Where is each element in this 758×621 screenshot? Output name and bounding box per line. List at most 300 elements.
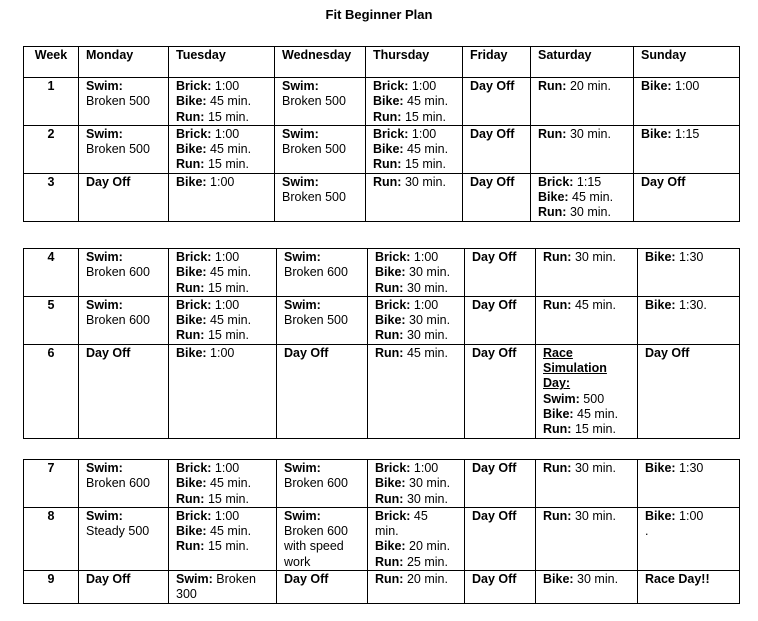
cell-line <box>86 476 161 491</box>
activity-label: Day Off <box>470 174 515 189</box>
cell-line <box>543 376 630 391</box>
cell-line <box>176 157 267 172</box>
activity-label: Day Off <box>472 250 517 264</box>
header-friday: Friday <box>463 47 531 78</box>
header-wednesday: Wednesday <box>275 47 366 78</box>
cell-wednesday <box>275 173 366 221</box>
activity-detail: 45 min. <box>206 524 252 539</box>
cell-line <box>543 392 630 407</box>
activity-detail: 1:00 <box>410 461 439 475</box>
activity-detail: 15 min. <box>204 328 249 343</box>
header-week: Week <box>24 47 79 78</box>
cell-line <box>472 461 528 476</box>
activity-label: Brick: <box>375 250 411 264</box>
activity-detail: 30 min. <box>571 461 616 475</box>
activity-detail: Broken 600 <box>284 476 348 491</box>
activity-label: Run: <box>375 554 404 569</box>
header-tuesday: Tuesday <box>169 47 275 78</box>
cell-line <box>472 346 528 361</box>
activity-label: Day Off <box>472 572 517 587</box>
activity-detail: 45 min. <box>206 94 252 109</box>
activity-label: Bike: <box>543 572 574 587</box>
cell-wednesday <box>277 249 368 297</box>
activity-detail: Broken 500 <box>282 190 346 205</box>
activity-detail: 1:15 <box>573 174 602 189</box>
activity-detail: 1:15 <box>671 126 700 141</box>
activity-detail: Broken 600 <box>284 524 348 539</box>
cell-line <box>176 328 269 343</box>
cell-line <box>284 524 360 539</box>
cell-line <box>282 190 358 205</box>
cell-line <box>375 476 457 491</box>
cell-thursday <box>368 507 465 570</box>
cell-wednesday <box>277 571 368 604</box>
activity-label: Bike: <box>641 126 672 141</box>
activity-detail: Broken 600 <box>86 476 150 491</box>
activity-label: Swim: <box>86 508 123 523</box>
activity-detail: 1:00 <box>211 461 240 475</box>
cell-saturday <box>536 344 638 438</box>
activity-detail: 45 min. <box>206 476 252 491</box>
cell-line <box>284 572 360 587</box>
week-row-9 <box>24 571 740 604</box>
cell-line <box>176 587 269 602</box>
cell-line <box>282 142 358 157</box>
underlined-heading: Day: <box>543 376 571 391</box>
activity-detail: 1:00 <box>211 508 240 523</box>
week-row-6 <box>24 344 740 438</box>
cell-line <box>86 265 161 280</box>
cell-line <box>373 110 455 125</box>
activity-label: Bike: <box>538 190 569 205</box>
cell-saturday <box>536 507 638 570</box>
activity-label: Brick: <box>176 126 212 141</box>
activity-detail: 1:00 <box>211 79 240 93</box>
cell-sunday <box>638 571 740 604</box>
cell-friday <box>463 78 531 126</box>
cell-line <box>373 127 455 142</box>
cell-line <box>86 524 161 539</box>
activity-detail: 15 min. <box>204 157 249 172</box>
cell-monday <box>79 460 169 508</box>
activity-label: Brick: <box>176 461 212 475</box>
cell-line <box>282 175 358 190</box>
cell-line <box>373 142 455 157</box>
cell-line <box>284 346 360 361</box>
cell-line <box>645 524 732 539</box>
cell-friday <box>463 125 531 173</box>
activity-detail: 15 min. <box>204 539 249 554</box>
cell-line <box>176 509 269 524</box>
cell-friday <box>465 296 536 344</box>
activity-label: Run: <box>543 508 572 523</box>
cell-line <box>176 79 267 94</box>
activity-label: Swim: <box>284 461 321 475</box>
activity-label: Run: <box>538 126 567 141</box>
activity-label: Day Off <box>472 461 517 475</box>
activity-detail: 25 min. <box>403 554 448 569</box>
cell-line <box>176 175 267 190</box>
cell-friday <box>465 571 536 604</box>
cell-line <box>543 361 630 376</box>
week-row-1 <box>24 78 740 126</box>
week-row-2 <box>24 125 740 173</box>
cell-friday <box>465 460 536 508</box>
activity-detail: 20 min. <box>405 539 451 554</box>
cell-saturday <box>531 173 634 221</box>
activity-label: Bike: <box>176 142 207 157</box>
cell-tuesday <box>169 125 275 173</box>
cell-line <box>543 509 630 524</box>
activity-detail: 30 min. <box>571 250 616 264</box>
cell-monday <box>79 507 169 570</box>
activity-label: Swim: <box>543 391 580 406</box>
activity-label: Swim: <box>284 508 321 523</box>
cell-saturday <box>531 78 634 126</box>
activity-detail: 1:30. <box>675 297 707 312</box>
activity-label: Race Day!! <box>645 572 710 587</box>
activity-label: Swim: <box>284 297 321 312</box>
activity-detail: 30 min. <box>405 476 451 491</box>
cell-sunday <box>638 249 740 297</box>
activity-label: Day Off <box>472 345 517 360</box>
activity-label: Bike: <box>375 539 406 554</box>
cell-wednesday <box>277 296 368 344</box>
activity-label: Day Off <box>284 345 329 360</box>
activity-detail: Broken 600 <box>284 265 348 280</box>
activity-detail: Broken 500 <box>86 142 150 157</box>
cell-friday <box>465 344 536 438</box>
cell-line <box>86 79 161 94</box>
activity-label: Day Off <box>284 572 329 587</box>
cell-line <box>645 298 732 313</box>
cell-tuesday <box>169 249 277 297</box>
activity-detail: min. <box>375 524 399 539</box>
activity-label: Run: <box>176 280 205 295</box>
activity-label: Brick: <box>176 250 212 264</box>
activity-detail: Broken 500 <box>86 94 150 109</box>
activity-label: Bike: <box>645 297 676 312</box>
activity-label: Brick: <box>375 297 411 312</box>
cell-line <box>176 313 269 328</box>
cell-line <box>86 298 161 313</box>
cell-line <box>373 157 455 172</box>
cell-line <box>282 127 358 142</box>
cell-tuesday <box>169 460 277 508</box>
cell-saturday <box>531 125 634 173</box>
cell-line <box>282 94 358 109</box>
cell-tuesday <box>169 173 275 221</box>
activity-detail: 15 min. <box>204 109 249 124</box>
activity-detail: 45 min. <box>573 406 619 421</box>
activity-detail: 1:00 <box>206 345 235 360</box>
activity-detail: 30 min. <box>403 280 448 295</box>
cell-tuesday <box>169 344 277 438</box>
activity-detail: 20 min. <box>566 79 611 93</box>
cell-line <box>284 250 360 265</box>
cell-monday <box>79 125 169 173</box>
activity-label: Brick: <box>375 461 411 475</box>
activity-detail: 1:00 <box>206 174 235 189</box>
cell-wednesday <box>277 460 368 508</box>
activity-label: Run: <box>176 491 205 506</box>
activity-detail: 45 min. <box>206 265 252 280</box>
activity-detail: 300 <box>176 587 197 602</box>
activity-label: Swim: <box>176 572 213 587</box>
activity-detail: 45 min. <box>568 190 614 205</box>
activity-detail: 45 min. <box>403 345 448 360</box>
week-number: 9 <box>24 571 79 604</box>
activity-detail: 30 min. <box>403 491 448 506</box>
cell-line <box>375 250 457 265</box>
cell-line <box>375 492 457 507</box>
cell-sunday <box>638 507 740 570</box>
activity-detail: 1:30 <box>675 250 704 264</box>
activity-label: Run: <box>176 109 205 124</box>
activity-detail: 45 min. <box>403 94 449 109</box>
cell-line <box>645 461 732 476</box>
activity-label: Bike: <box>645 461 676 475</box>
cell-sunday <box>634 125 740 173</box>
underlined-heading: Race <box>543 345 573 360</box>
activity-detail: Steady 500 <box>86 524 150 539</box>
cell-line <box>538 79 626 94</box>
cell-line <box>284 313 360 328</box>
activity-label: Brick: <box>176 297 212 312</box>
cell-line <box>176 461 269 476</box>
activity-detail: 45 min. <box>206 313 252 328</box>
week-number: 2 <box>24 125 79 173</box>
cell-line <box>538 205 626 220</box>
cell-friday <box>465 507 536 570</box>
cell-monday <box>79 173 169 221</box>
cell-line <box>86 313 161 328</box>
activity-label: Day Off <box>472 297 517 312</box>
activity-label: Bike: <box>176 174 207 189</box>
cell-line <box>375 539 457 554</box>
activity-detail: . <box>645 524 649 539</box>
cell-line <box>284 509 360 524</box>
activity-detail: 1:00 <box>408 79 437 93</box>
activity-detail: 15 min. <box>401 109 446 124</box>
cell-line <box>470 127 523 142</box>
cell-tuesday <box>169 296 277 344</box>
cell-saturday <box>536 249 638 297</box>
cell-thursday <box>368 344 465 438</box>
cell-sunday <box>634 78 740 126</box>
cell-tuesday <box>169 507 277 570</box>
activity-label: Bike: <box>375 476 406 491</box>
cell-line <box>176 298 269 313</box>
cell-line <box>641 127 732 142</box>
cell-saturday <box>536 296 638 344</box>
activity-label: Run: <box>375 491 404 506</box>
activity-label: Run: <box>543 297 572 312</box>
activity-detail: Broken 500 <box>282 142 346 157</box>
activity-label: Brick: <box>176 508 212 523</box>
cell-line <box>375 555 457 570</box>
plan-table-weeks-1-3 <box>23 46 740 222</box>
cell-line <box>176 281 269 296</box>
cell-thursday <box>368 249 465 297</box>
cell-line <box>538 190 626 205</box>
activity-label: Bike: <box>645 508 676 523</box>
cell-monday <box>79 296 169 344</box>
activity-label: Day Off <box>472 508 517 523</box>
week-number: 1 <box>24 78 79 126</box>
cell-saturday <box>536 571 638 604</box>
week-row-4 <box>24 249 740 297</box>
cell-line <box>176 142 267 157</box>
cell-line <box>86 250 161 265</box>
cell-line <box>86 461 161 476</box>
cell-line <box>176 94 267 109</box>
activity-label: Day Off <box>641 174 686 189</box>
cell-monday <box>79 78 169 126</box>
cell-line <box>543 422 630 437</box>
cell-line <box>472 298 528 313</box>
cell-line <box>641 79 732 94</box>
underlined-heading: Simulation <box>543 361 607 376</box>
week-number: 4 <box>24 249 79 297</box>
activity-label: Bike: <box>373 94 404 109</box>
cell-line <box>645 572 732 587</box>
activity-detail: work <box>284 554 311 569</box>
activity-detail: 1:00 <box>410 297 439 312</box>
cell-line <box>543 461 630 476</box>
activity-label: Run: <box>373 174 402 189</box>
cell-line <box>373 94 455 109</box>
cell-line <box>538 175 626 190</box>
activity-detail: 45 <box>410 508 428 523</box>
activity-label: Brick: <box>375 508 411 523</box>
activity-detail: 45 min. <box>403 142 449 157</box>
week-row-3 <box>24 173 740 221</box>
cell-thursday <box>368 296 465 344</box>
activity-label: Day Off <box>470 126 515 141</box>
activity-label: Run: <box>375 345 404 360</box>
cell-monday <box>79 571 169 604</box>
activity-label: Day Off <box>86 572 131 587</box>
activity-label: Bike: <box>176 94 207 109</box>
cell-line <box>176 572 269 587</box>
cell-line <box>86 572 161 587</box>
cell-wednesday <box>275 78 366 126</box>
cell-line <box>86 94 161 109</box>
cell-wednesday <box>277 507 368 570</box>
cell-line <box>375 313 457 328</box>
activity-detail: 30 min. <box>566 205 611 220</box>
cell-line <box>543 298 630 313</box>
activity-detail: 30 min. <box>566 126 611 141</box>
activity-label: Swim: <box>284 250 321 264</box>
cell-thursday <box>366 78 463 126</box>
cell-line <box>284 555 360 570</box>
plan-table-weeks-7-9 <box>23 459 740 604</box>
activity-label: Swim: <box>86 250 123 264</box>
activity-detail: Broken 600 <box>86 313 150 328</box>
cell-line <box>373 175 455 190</box>
activity-detail: 45 min. <box>206 142 252 157</box>
cell-friday <box>463 173 531 221</box>
cell-line <box>645 346 732 361</box>
activity-detail: 15 min. <box>204 280 249 295</box>
cell-line <box>176 492 269 507</box>
cell-line <box>375 265 457 280</box>
activity-detail: 1:00 <box>211 250 240 264</box>
activity-detail: 30 min. <box>401 174 446 189</box>
cell-line <box>543 407 630 422</box>
activity-detail: 15 min. <box>204 491 249 506</box>
cell-line <box>284 298 360 313</box>
cell-line <box>472 572 528 587</box>
cell-line <box>375 328 457 343</box>
cell-line <box>645 250 732 265</box>
week-row-8 <box>24 507 740 570</box>
week-number: 8 <box>24 507 79 570</box>
activity-label: Bike: <box>373 142 404 157</box>
cell-sunday <box>638 460 740 508</box>
activity-label: Run: <box>176 328 205 343</box>
activity-detail: 30 min. <box>403 328 448 343</box>
cell-line <box>373 79 455 94</box>
activity-detail: 1:00 <box>211 297 240 312</box>
cell-saturday <box>536 460 638 508</box>
cell-thursday <box>368 571 465 604</box>
cell-monday <box>79 344 169 438</box>
activity-label: Run: <box>538 79 567 93</box>
cell-sunday <box>638 296 740 344</box>
cell-line <box>375 572 457 587</box>
activity-label: Day Off <box>470 79 515 93</box>
header-thursday: Thursday <box>366 47 463 78</box>
header-saturday: Saturday <box>531 47 634 78</box>
activity-label: Run: <box>375 280 404 295</box>
cell-line <box>641 175 732 190</box>
cell-line <box>470 79 523 94</box>
activity-label: Run: <box>375 572 404 587</box>
activity-label: Brick: <box>538 174 574 189</box>
cell-line <box>284 539 360 554</box>
activity-label: Day Off <box>86 345 131 360</box>
activity-detail: 1:00 <box>410 250 439 264</box>
activity-detail: Broken 600 <box>86 265 150 280</box>
header-sunday: Sunday <box>634 47 740 78</box>
activity-detail: 500 <box>579 391 605 406</box>
week-number: 7 <box>24 460 79 508</box>
cell-line <box>472 509 528 524</box>
cell-line <box>176 127 267 142</box>
activity-label: Run: <box>373 157 402 172</box>
activity-detail: 20 min. <box>403 572 448 587</box>
activity-detail: 15 min. <box>401 157 446 172</box>
cell-line <box>176 265 269 280</box>
cell-line <box>543 572 630 587</box>
activity-detail: Broken 500 <box>284 313 348 328</box>
header-monday: Monday <box>79 47 169 78</box>
activity-label: Swim: <box>282 79 319 93</box>
activity-label: Bike: <box>375 313 406 328</box>
cell-line <box>176 476 269 491</box>
cell-line <box>375 524 457 539</box>
activity-label: Day Off <box>86 174 131 189</box>
cell-line <box>375 509 457 524</box>
cell-line <box>538 127 626 142</box>
activity-detail: 15 min. <box>571 422 616 437</box>
cell-thursday <box>366 125 463 173</box>
activity-detail: 30 min. <box>405 313 451 328</box>
activity-detail: 45 min. <box>571 297 616 312</box>
